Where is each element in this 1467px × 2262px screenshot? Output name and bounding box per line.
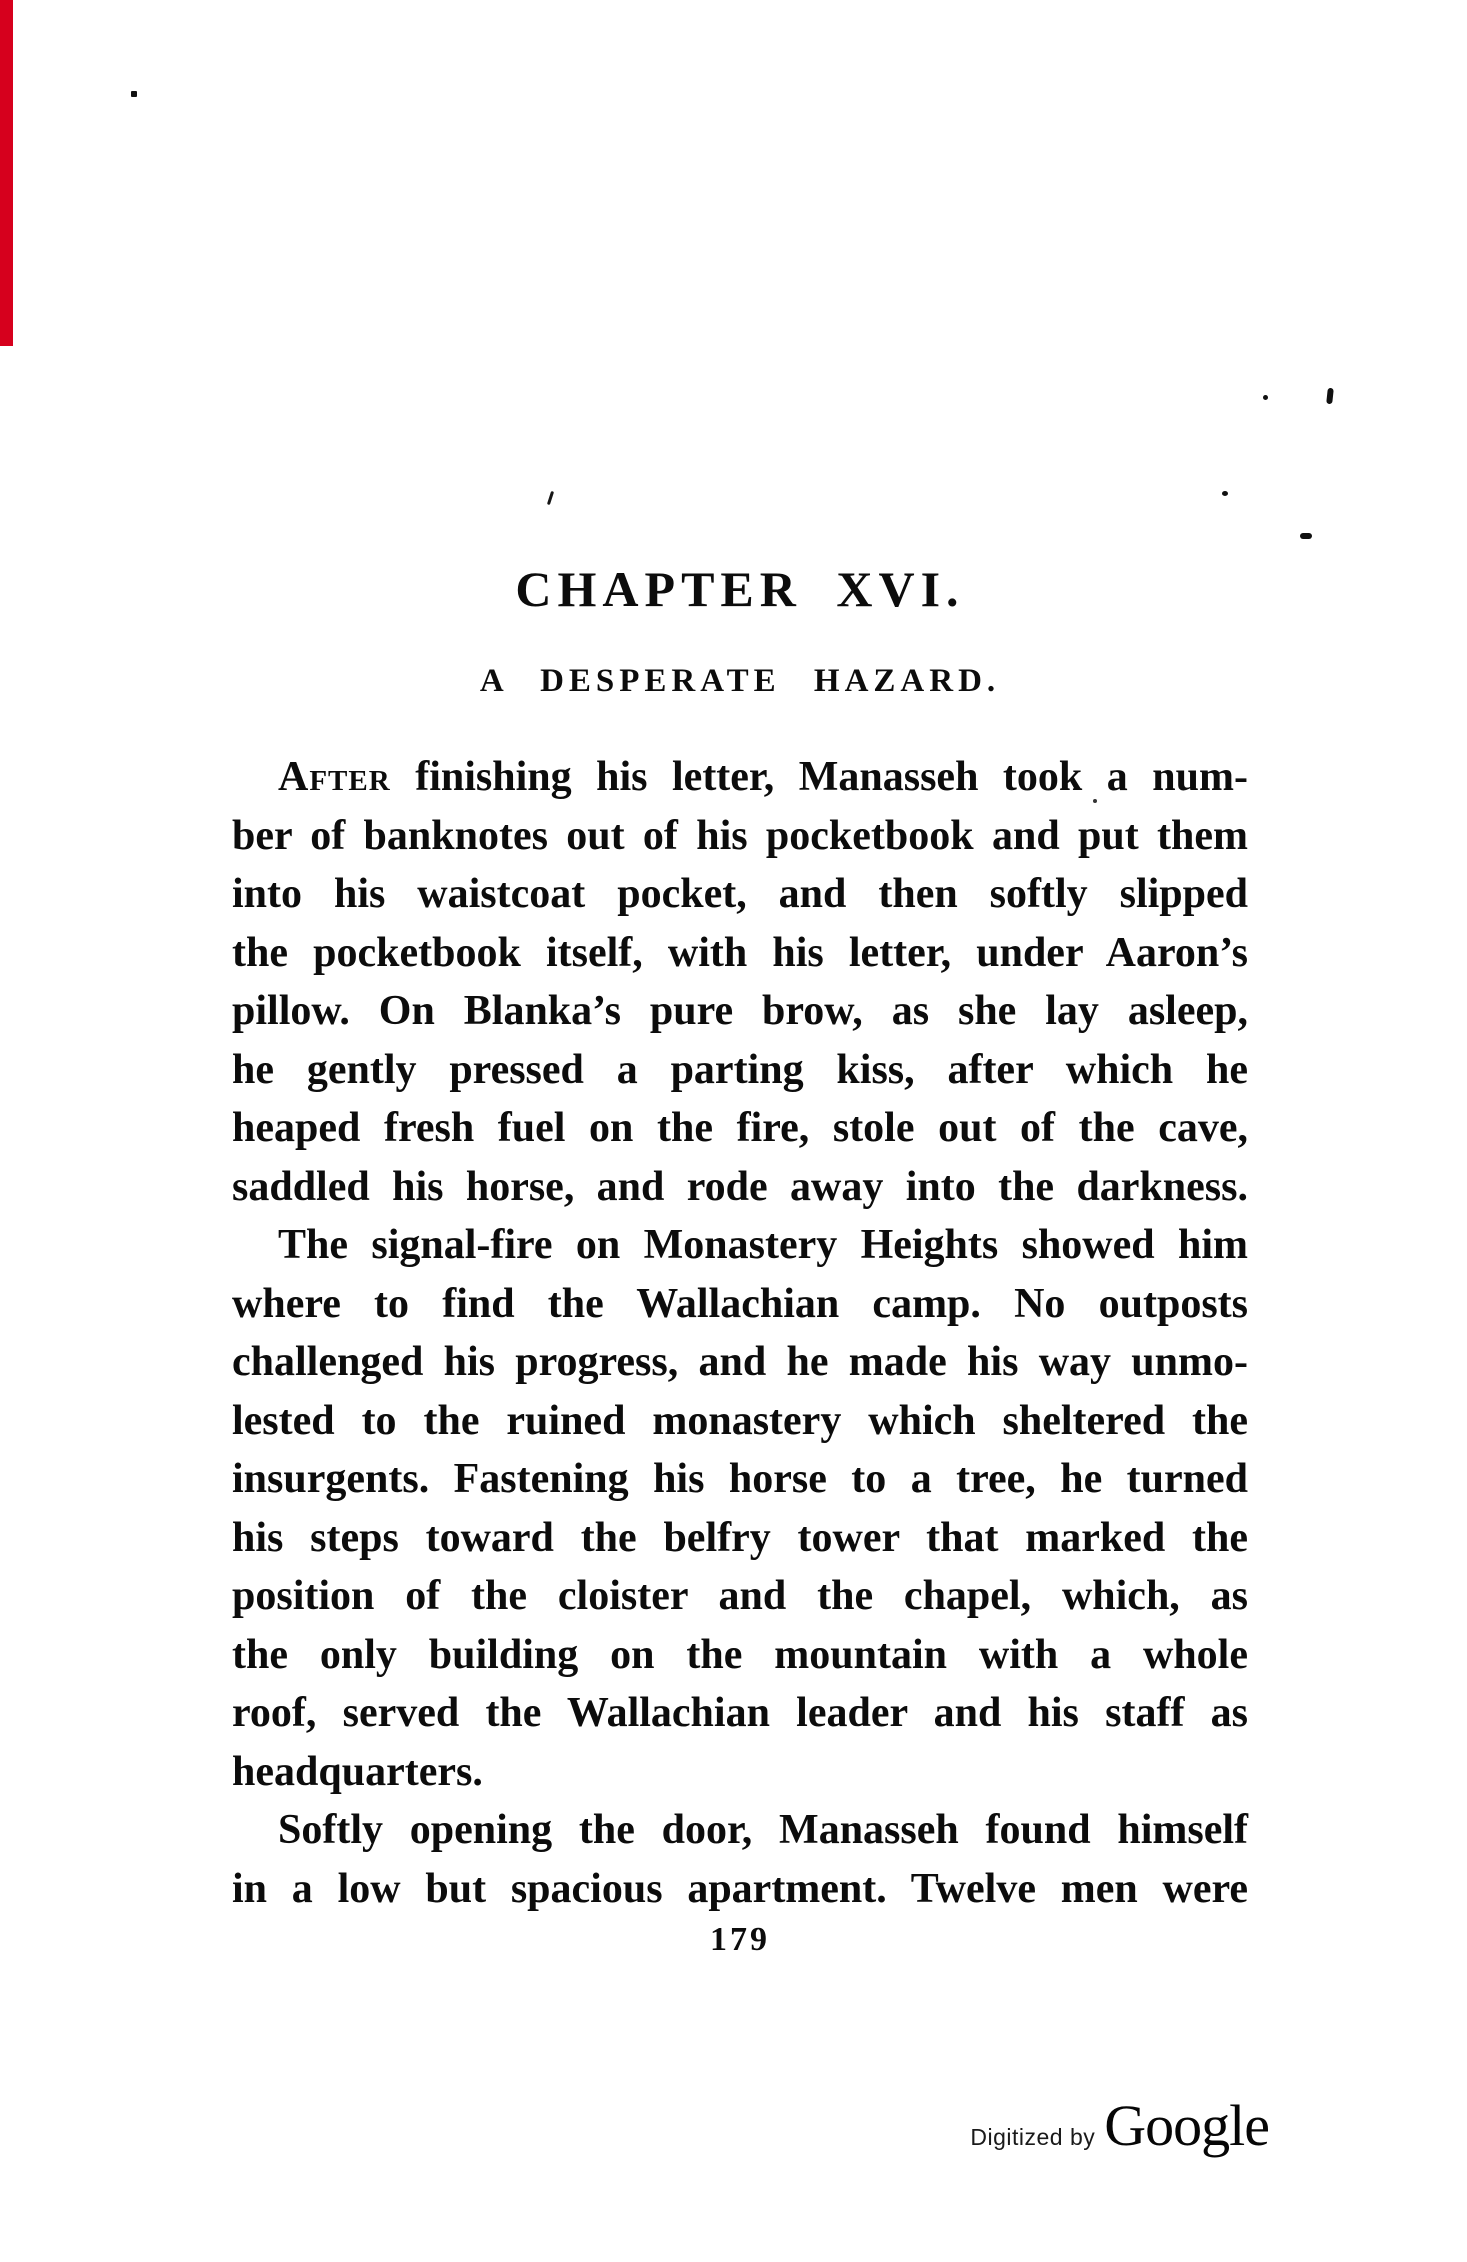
text-line: he gently pressed a parting kiss, after which he [232,1046,1248,1093]
text-line: The signal-fire on Monastery Heights showed him [278,1222,1248,1268]
text-line: insurgents. Fastening his horse to a tree, he turned [232,1456,1248,1502]
text-line: into his waistcoat pocket, and then softly slipped [232,871,1248,917]
page-number: 179 [710,1921,770,1958]
scan-speck [131,91,137,97]
text-line: his steps toward the belfry tower that marked the [232,1514,1248,1561]
text-line: in a low but spacious apartment. Twelve men were [232,1865,1248,1912]
text-line: heaped fresh fuel on the fire, stole out of the cave, [232,1105,1248,1151]
text-line: roof, served the Wallachian leader and his staff as [232,1690,1248,1736]
text-line-rest: finishing his letter, Manasseh took a num- [415,754,1248,800]
body-text [232,748,1248,1918]
scan-speck [1326,388,1334,405]
text-line: ber of banknotes out of his pocketbook and put them [232,812,1248,859]
chapter-title: CHAPTER XVI. [515,561,965,617]
text-line: lested to the ruined monastery which sheltered the [232,1397,1248,1444]
text-line: Softly opening the door, Manasseh found himself [278,1807,1248,1853]
text-line: challenged his progress, and he made his way unmo- [232,1339,1248,1385]
text-line: pillow. On Blanka’s pure brow, as she lay asleep, [232,988,1248,1034]
text-line: saddled his horse, and rode away into the darkness. [232,1163,1248,1210]
scan-speck [1300,533,1312,539]
digitized-by-credit [970,2092,1269,2159]
text-line: position of the cloister and the chapel, which, as [232,1573,1248,1619]
text-line: where to find the Wallachian camp. No outposts [232,1280,1248,1327]
smallcaps-lead: After [278,754,391,800]
text-line [232,748,1248,807]
digitized-by-label: Digitized by [970,2124,1096,2150]
text-line: headquarters. [232,1748,483,1795]
text-line: the only building on the mountain with a whole [232,1631,1248,1678]
google-logo: Google [1104,2093,1269,2158]
scan-speck [1222,491,1228,496]
scan-edge-stripe [0,0,13,346]
scan-speck [1263,395,1268,400]
section-title: A DESPERATE HAZARD. [479,663,1001,699]
scan-speck [547,491,554,505]
text-line: the pocketbook itself, with his letter, under Aaron’s [232,929,1248,976]
